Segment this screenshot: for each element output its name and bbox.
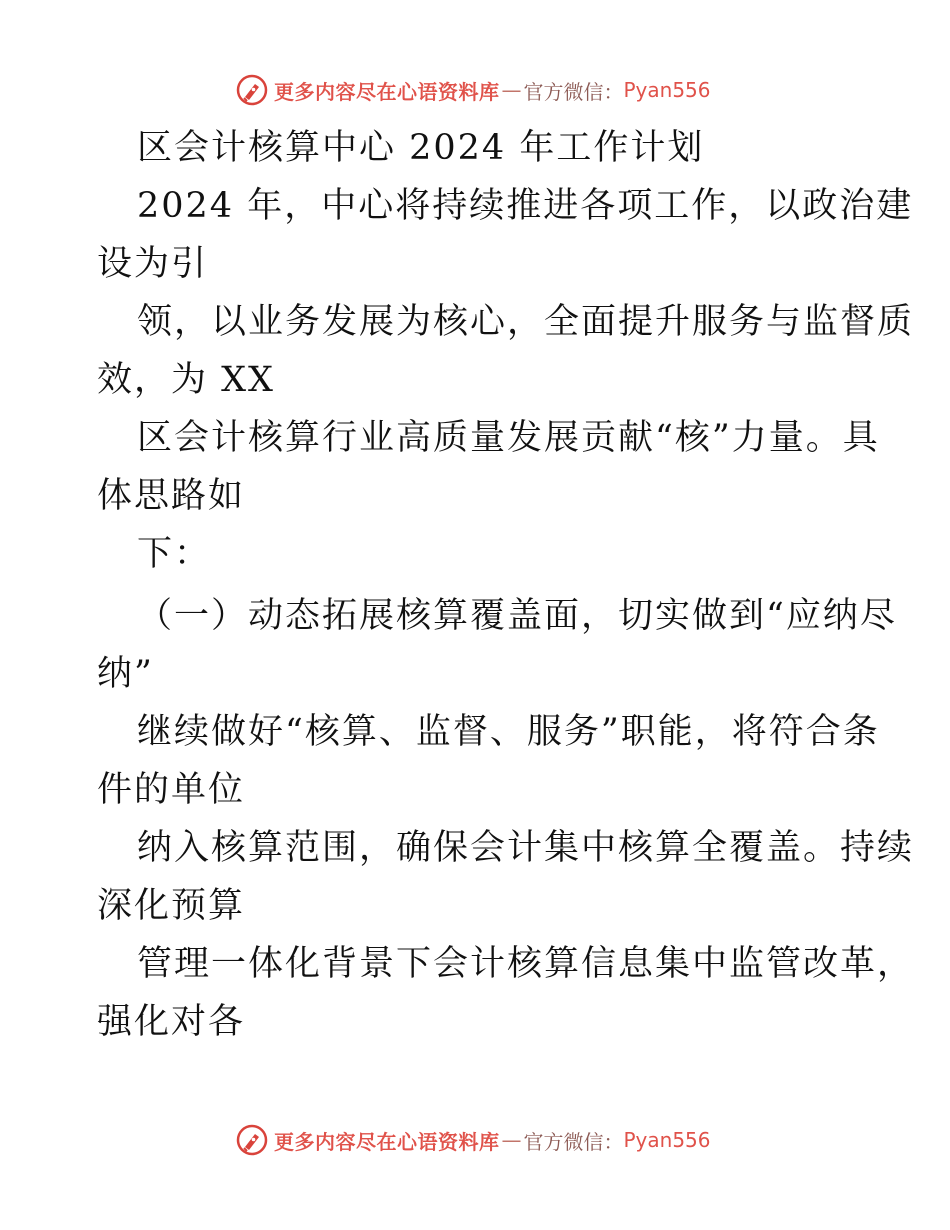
watermark-channel: 官方微信：: [523, 1129, 624, 1154]
paragraph-line: 2024 年，中心将持续推进各项工作，以政治建: [137, 186, 914, 226]
paragraph-line: 纳入核算范围，确保会计集中核算全覆盖。持续: [137, 828, 915, 868]
paragraph-line: 效，为 XX: [97, 360, 275, 400]
section-heading: （一）动态拓展核算覆盖面，切实做到“应纳尽: [137, 596, 897, 636]
watermark-dash: —: [501, 1128, 522, 1152]
paragraph-line: 下：: [137, 534, 212, 574]
document-title: 区会计核算中心 2024 年工作计划: [137, 128, 705, 168]
watermark-text: 更多内容尽在心语资料库: [274, 1129, 500, 1154]
paragraph-line: 继续做好“核算、监督、服务”职能，将符合条: [137, 712, 880, 752]
pen-nib-circle-icon: [236, 1124, 268, 1156]
paragraph-line: 体思路如: [97, 476, 246, 516]
pen-nib-circle-icon: [236, 74, 268, 106]
watermark-header: [236, 72, 711, 108]
paragraph-line: 件的单位: [97, 770, 246, 810]
paragraph-line: 区会计核算行业高质量发展贡献“核”力量。具: [137, 418, 880, 458]
paragraph-line: 强化对各: [97, 1002, 246, 1042]
watermark-dash: —: [501, 78, 522, 102]
paragraph-line: 深化预算: [97, 886, 246, 926]
paragraph-line: 领，以业务发展为核心，全面提升服务与监督质: [137, 302, 915, 342]
watermark-footer: [236, 1122, 711, 1158]
paragraph-line: 管理一体化背景下会计核算信息集中监管改革，: [137, 944, 915, 984]
paragraph-line: 设为引: [97, 244, 209, 284]
section-heading-continued: 纳”: [97, 654, 154, 694]
watermark-handle: Pyan556: [623, 1128, 711, 1152]
watermark-channel: 官方微信：: [523, 79, 624, 104]
watermark-text: 更多内容尽在心语资料库: [274, 79, 500, 104]
watermark-handle: Pyan556: [623, 78, 711, 102]
